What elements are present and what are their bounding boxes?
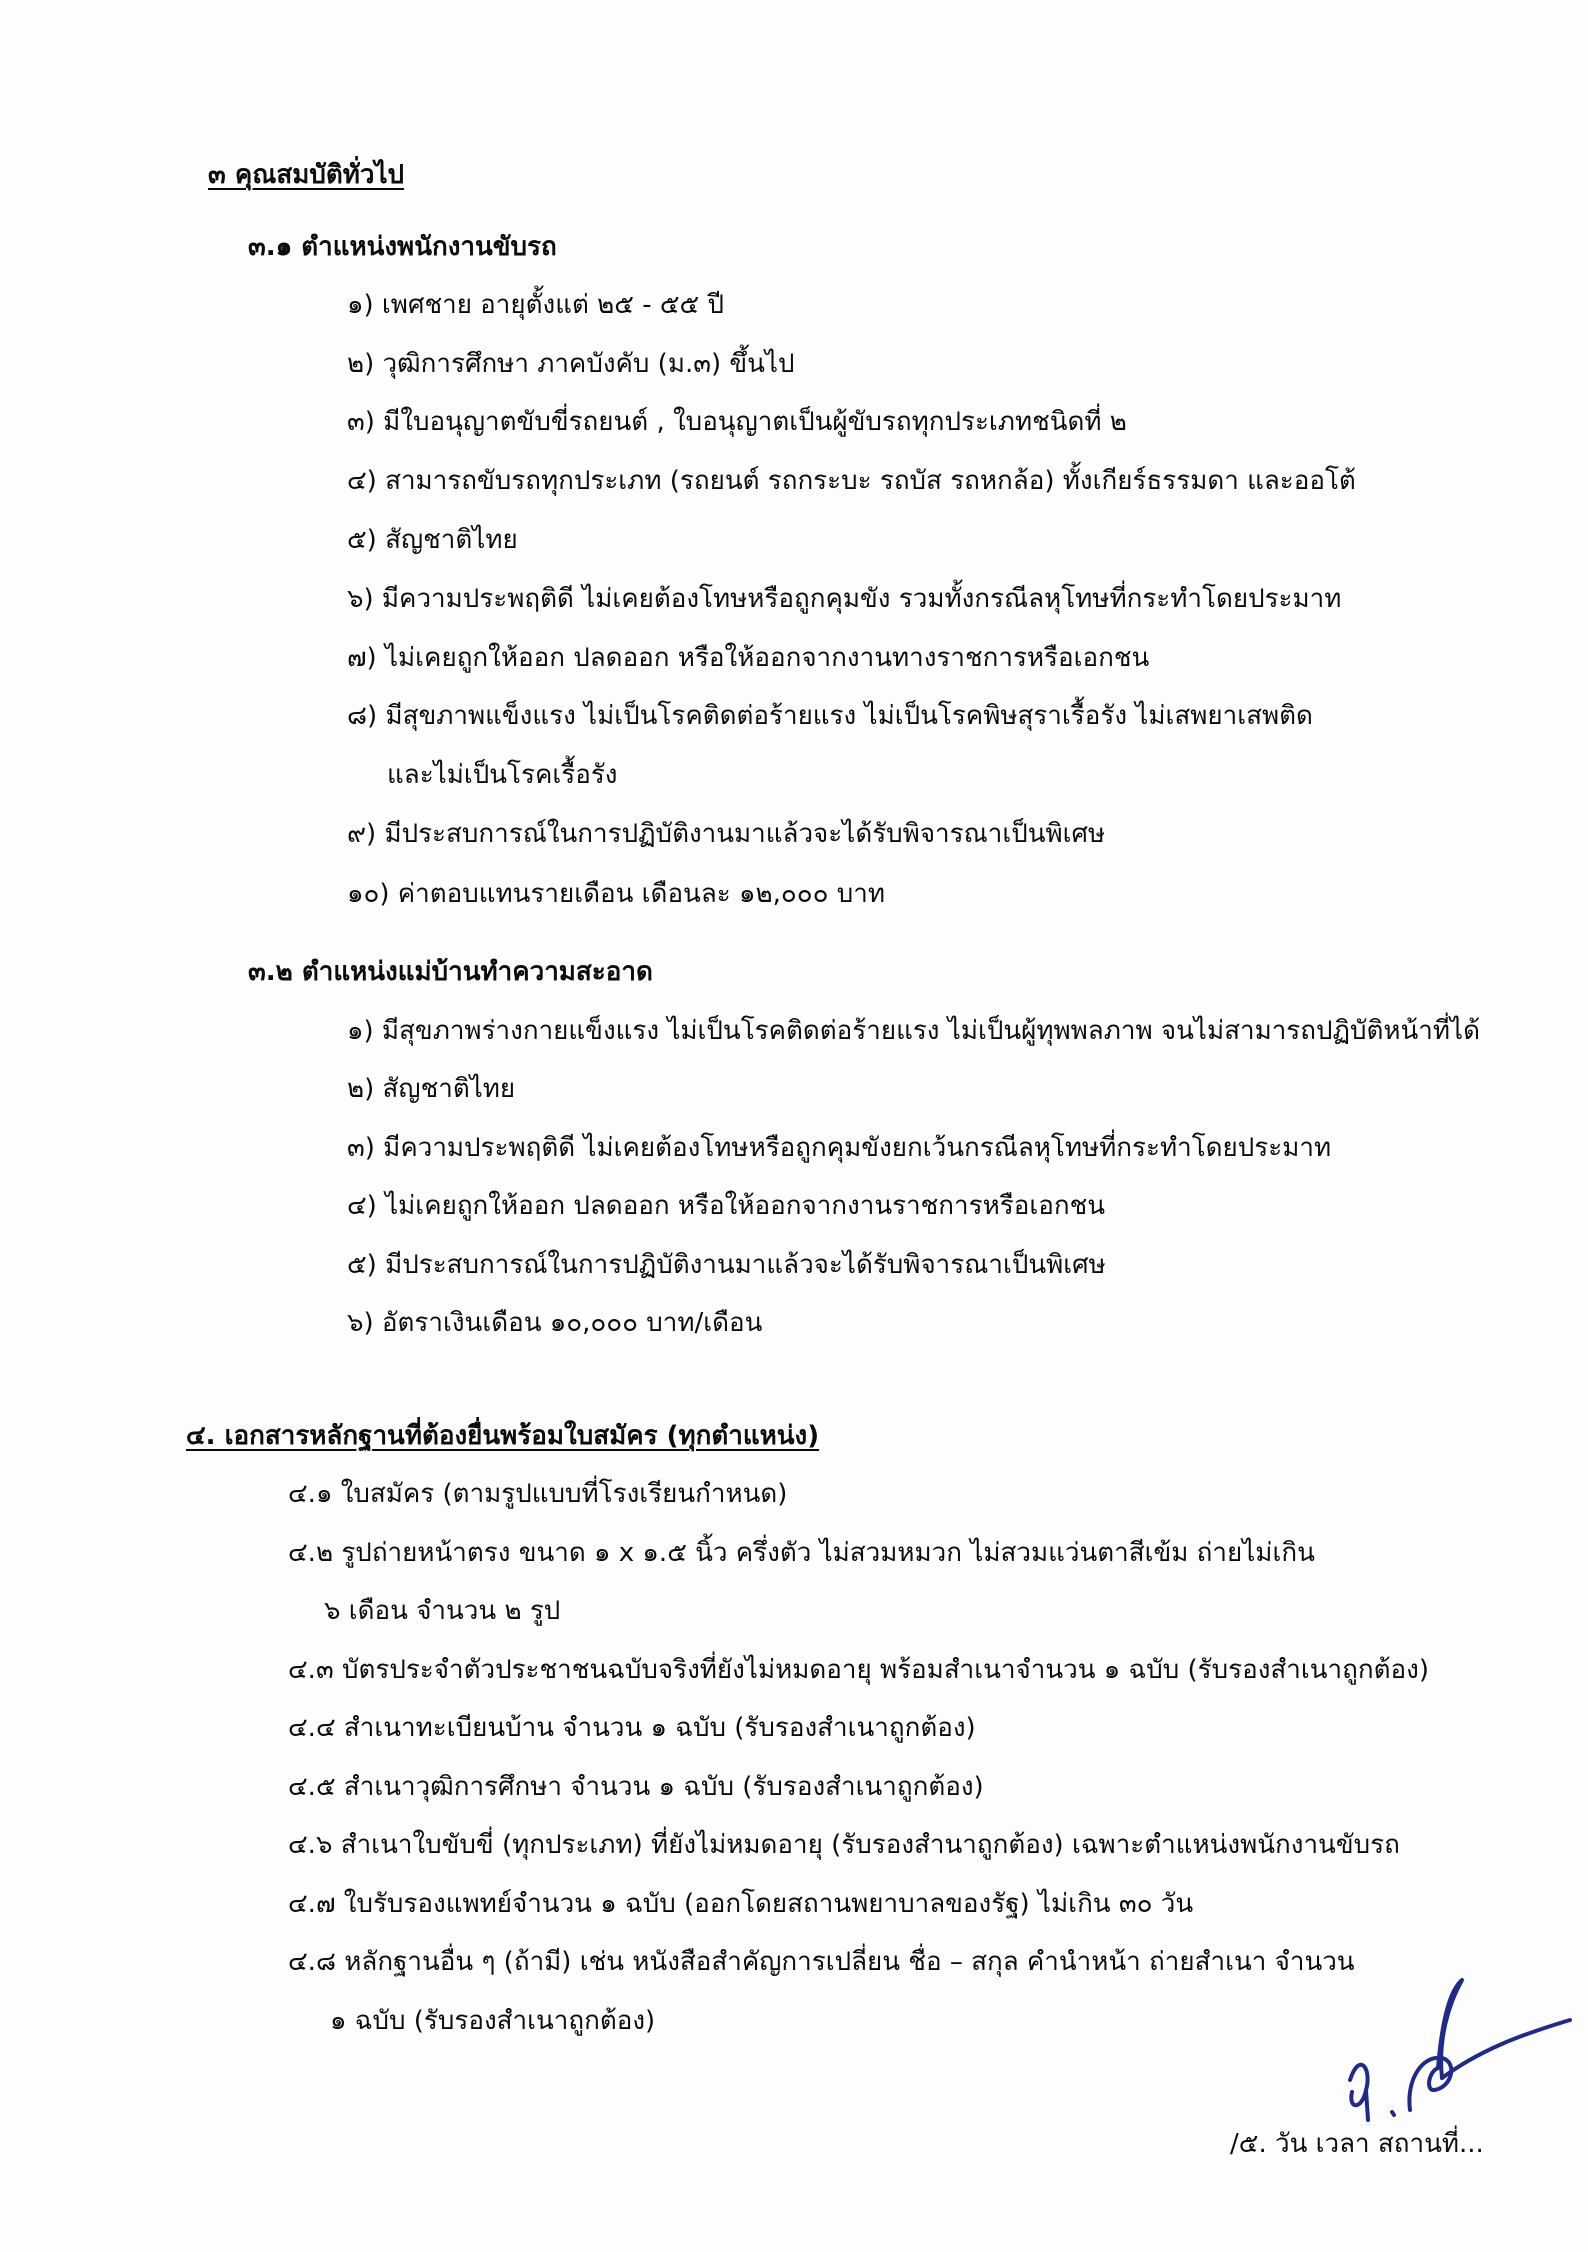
driver-qualification-item: ๔) สามารถขับรถทุกประเภท (รถยนต์ รถกระบะ รถบัส รถหกล้อ) ทั้งเกียร์ธรรมดา และออโต้ — [347, 466, 1356, 496]
handwritten-signature — [1330, 1960, 1580, 2140]
document-requirement-item-continuation: ๖ เดือน จำนวน ๒ รูป — [324, 1596, 561, 1626]
document-requirement-item: ๔.๑ ใบสมัคร (ตามรูปแบบที่โรงเรียนกำหนด) — [288, 1479, 788, 1509]
driver-salary-item: ๑๐) ค่าตอบแทนรายเดือน เดือนละ ๑๒,๐๐๐ บาท — [347, 879, 886, 909]
driver-qualification-item: ๘) มีสุขภาพแข็งแรง ไม่เป็นโรคติดต่อร้ายแรง ไม่เป็นโรคพิษสุราเรื้อรัง ไม่เสพยาเสพติด — [347, 701, 1313, 731]
housekeeper-qualification-item: ๔) ไม่เคยถูกให้ออก ปลดออก หรือให้ออกจากงานราชการหรือเอกชน — [347, 1191, 1105, 1221]
driver-qualification-item: ๒) วุฒิการศึกษา ภาคบังคับ (ม.๓) ขึ้นไป — [347, 349, 795, 379]
document-requirement-item: ๔.๒ รูปถ่ายหน้าตรง ขนาด ๑ x ๑.๕ นิ้ว ครึ่งตัว ไม่สวมหมวก ไม่สวมแว่นตาสีเข้ม ถ่ายไม่เกิน — [288, 1538, 1315, 1568]
section-3-heading: ๓ คุณสมบัติทั่วไป — [208, 160, 405, 190]
driver-qualification-item-continuation: และไม่เป็นโรคเรื้อรัง — [387, 760, 618, 790]
driver-qualification-item: ๓) มีใบอนุญาตขับขี่รถยนต์ , ใบอนุญาตเป็นผู้ขับรถทุกประเภทชนิดที่ ๒ — [347, 407, 1127, 437]
document-requirement-item: ๔.๓ บัตรประจำตัวประชาชนฉบับจริงที่ยังไม่หมดอายุ พร้อมสำเนาจำนวน ๑ ฉบับ (รับรองสำเนาถูกต้อง) — [288, 1655, 1429, 1685]
housekeeper-qualification-item: ๕) มีประสบการณ์ในการปฏิบัติงานมาแล้วจะได้รับพิจารณาเป็นพิเศษ — [347, 1250, 1106, 1280]
document-requirement-item: ๔.๘ หลักฐานอื่น ๆ (ถ้ามี) เช่น หนังสือสำคัญการเปลี่ยน ชื่อ – สกุล คำนำหน้า ถ่ายสำเนา จำนวน — [288, 1947, 1355, 1977]
driver-qualification-item: ๑) เพศชาย อายุตั้งแต่ ๒๕ - ๕๕ ปี — [347, 290, 724, 320]
housekeeper-salary-item: ๖) อัตราเงินเดือน ๑๐,๐๐๐ บาท/เดือน — [347, 1308, 763, 1338]
next-page-continuation: /๕. วัน เวลา สถานที่... — [1230, 2129, 1484, 2159]
housekeeper-qualification-item: ๓) มีความประพฤติดี ไม่เคยต้องโทษหรือถูกคุมขังยกเว้นกรณีลหุโทษที่กระทำโดยประมาท — [347, 1133, 1332, 1163]
document-requirement-item-continuation: ๑ ฉบับ (รับรองสำเนาถูกต้อง) — [330, 2006, 656, 2036]
document-requirement-item: ๔.๗ ใบรับรองแพทย์จำนวน ๑ ฉบับ (ออกโดยสถานพยาบาลของรัฐ) ไม่เกิน ๓๐ วัน — [288, 1889, 1194, 1919]
driver-qualification-item: ๙) มีประสบการณ์ในการปฏิบัติงานมาแล้วจะได้รับพิจารณาเป็นพิเศษ — [347, 819, 1106, 849]
document-requirement-item: ๔.๔ สำเนาทะเบียนบ้าน จำนวน ๑ ฉบับ (รับรองสำเนาถูกต้อง) — [288, 1713, 976, 1743]
section-4-heading: ๔. เอกสารหลักฐานที่ต้องยื่นพร้อมใบสมัคร (ทุกตำแหน่ง) — [186, 1421, 820, 1451]
section-3-2-title: ๓.๒ ตำแหน่งแม่บ้านทำความสะอาด — [248, 957, 653, 987]
driver-qualification-item: ๗) ไม่เคยถูกให้ออก ปลดออก หรือให้ออกจากงานทางราชการหรือเอกชน — [347, 643, 1150, 673]
housekeeper-qualification-item: ๑) มีสุขภาพร่างกายแข็งแรง ไม่เป็นโรคติดต่อร้ายแรง ไม่เป็นผู้ทุพพลภาพ จนไม่สามารถปฏิบัติหน้าที่ได้ — [347, 1016, 1480, 1046]
housekeeper-qualification-item: ๒) สัญชาติไทย — [347, 1074, 516, 1104]
document-requirement-item: ๔.๕ สำเนาวุฒิการศึกษา จำนวน ๑ ฉบับ (รับรองสำเนาถูกต้อง) — [288, 1772, 984, 1802]
driver-qualification-item: ๕) สัญชาติไทย — [347, 525, 518, 555]
driver-qualification-item: ๖) มีความประพฤติดี ไม่เคยต้องโทษหรือถูกคุมขัง รวมทั้งกรณีลหุโทษที่กระทำโดยประมาท — [347, 584, 1342, 614]
document-requirement-item: ๔.๖ สำเนาใบขับขี่ (ทุกประเภท) ที่ยังไม่หมดอายุ (รับรองสำนาถูกต้อง) เฉพาะตำแหน่งพนักงานขับรถ — [288, 1830, 1400, 1860]
section-3-1-title: ๓.๑ ตำแหน่งพนักงานขับรถ — [248, 232, 557, 262]
